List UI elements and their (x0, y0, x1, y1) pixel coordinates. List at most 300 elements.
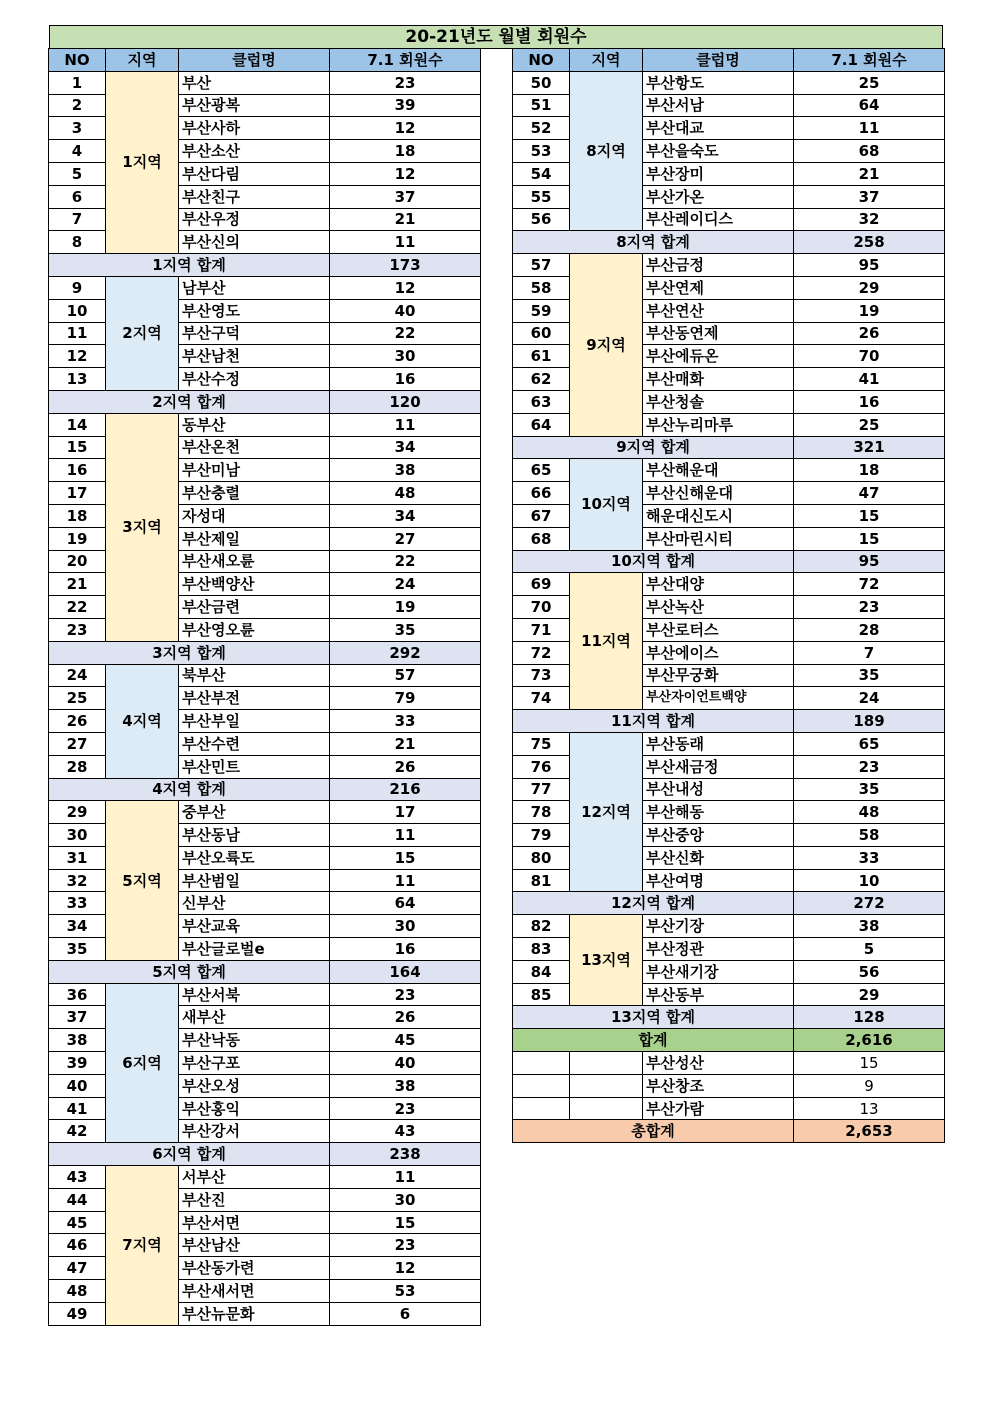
subtotal-row (513, 710, 945, 733)
member-count: 32 (794, 208, 945, 231)
region-name: 7지역 (106, 1166, 179, 1326)
row-number: 55 (513, 185, 570, 208)
subtotal-value: 272 (794, 892, 945, 915)
row-number-empty (513, 1097, 570, 1120)
member-count: 30 (330, 1188, 481, 1211)
extra-club-row (513, 1097, 945, 1120)
member-count: 15 (794, 527, 945, 550)
subtotal-value: 292 (330, 641, 481, 664)
club-name: 부산서남 (643, 94, 794, 117)
club-name: 부산중앙 (643, 824, 794, 847)
extra-club-row (513, 1052, 945, 1075)
club-name: 부산마린시티 (643, 527, 794, 550)
row-number: 47 (49, 1257, 106, 1280)
header-region: 지역 (570, 49, 643, 72)
subtotal-row (513, 1006, 945, 1029)
row-number: 35 (49, 938, 106, 961)
member-count: 22 (330, 550, 481, 573)
club-name: 부산정관 (643, 938, 794, 961)
row-number: 60 (513, 322, 570, 345)
member-count: 16 (794, 390, 945, 413)
subtotal-row (513, 550, 945, 573)
table-row (513, 915, 945, 938)
membership-table-right (512, 48, 945, 1143)
club-name: 부산장미 (643, 162, 794, 185)
row-number: 51 (513, 94, 570, 117)
row-number: 37 (49, 1006, 106, 1029)
member-count: 53 (330, 1280, 481, 1303)
club-name: 부산누리마루 (643, 413, 794, 436)
row-number: 40 (49, 1074, 106, 1097)
region-name: 5지역 (106, 801, 179, 961)
member-count: 15 (330, 846, 481, 869)
row-number: 78 (513, 801, 570, 824)
club-name: 부산남천 (179, 345, 330, 368)
club-name: 부산동부 (643, 983, 794, 1006)
club-name: 부산을숙도 (643, 140, 794, 163)
table-row (513, 732, 945, 755)
club-name: 부산오륙도 (179, 846, 330, 869)
club-name: 부산해동 (643, 801, 794, 824)
region-empty (570, 1052, 643, 1075)
club-name: 부산광복 (179, 94, 330, 117)
row-number: 84 (513, 960, 570, 983)
row-number: 26 (49, 710, 106, 733)
member-count: 23 (330, 71, 481, 94)
page-title: 20-21년도 월별 회원수 (49, 25, 943, 49)
member-count: 11 (330, 1166, 481, 1189)
club-name: 신부산 (179, 892, 330, 915)
member-count: 17 (330, 801, 481, 824)
grand-total-label: 합계 (513, 1029, 794, 1052)
header-club: 클럽명 (179, 49, 330, 72)
member-count: 37 (794, 185, 945, 208)
row-number-empty (513, 1074, 570, 1097)
row-number: 45 (49, 1211, 106, 1234)
row-number: 23 (49, 618, 106, 641)
member-count: 40 (330, 1052, 481, 1075)
row-number: 28 (49, 755, 106, 778)
club-name: 부산구포 (179, 1052, 330, 1075)
subtotal-value: 238 (330, 1143, 481, 1166)
row-number: 61 (513, 345, 570, 368)
member-count: 38 (330, 1074, 481, 1097)
table-row (513, 573, 945, 596)
member-count: 41 (794, 368, 945, 391)
row-number: 43 (49, 1166, 106, 1189)
member-count: 43 (330, 1120, 481, 1143)
member-count: 15 (330, 1211, 481, 1234)
member-count: 21 (794, 162, 945, 185)
subtotal-label: 5지역 합계 (49, 960, 330, 983)
region-name: 1지역 (106, 71, 179, 253)
header-club: 클럽명 (643, 49, 794, 72)
club-name: 부산민트 (179, 755, 330, 778)
row-number: 76 (513, 755, 570, 778)
subtotal-label: 4지역 합계 (49, 778, 330, 801)
row-number: 19 (49, 527, 106, 550)
row-number: 71 (513, 618, 570, 641)
table-row (49, 276, 481, 299)
member-count: 24 (330, 573, 481, 596)
member-count: 30 (330, 345, 481, 368)
subtotal-value: 189 (794, 710, 945, 733)
club-name: 부산남산 (179, 1234, 330, 1257)
row-number: 85 (513, 983, 570, 1006)
row-number: 82 (513, 915, 570, 938)
member-count: 9 (794, 1074, 945, 1097)
row-number: 24 (49, 664, 106, 687)
member-count: 18 (330, 140, 481, 163)
row-number: 48 (49, 1280, 106, 1303)
club-name: 부산대교 (643, 117, 794, 140)
row-number: 46 (49, 1234, 106, 1257)
subtotal-label: 13지역 합계 (513, 1006, 794, 1029)
club-name: 부산범일 (179, 869, 330, 892)
row-number: 83 (513, 938, 570, 961)
club-name: 부산금련 (179, 596, 330, 619)
club-name: 부산창조 (643, 1074, 794, 1097)
club-name: 부산서면 (179, 1211, 330, 1234)
club-name: 부산제일 (179, 527, 330, 550)
member-count: 11 (330, 413, 481, 436)
club-name: 부산가람 (643, 1097, 794, 1120)
row-number: 68 (513, 527, 570, 550)
row-number: 65 (513, 459, 570, 482)
table-row (49, 801, 481, 824)
row-number: 42 (49, 1120, 106, 1143)
region-name: 11지역 (570, 573, 643, 710)
club-name: 부산온천 (179, 436, 330, 459)
member-count: 95 (794, 254, 945, 277)
header-no: NO (49, 49, 106, 72)
row-number: 79 (513, 824, 570, 847)
club-name: 부산새오륜 (179, 550, 330, 573)
club-name: 부산녹산 (643, 596, 794, 619)
club-name: 부산로터스 (643, 618, 794, 641)
row-number: 22 (49, 596, 106, 619)
overall-total-label: 총합계 (513, 1120, 794, 1143)
table-row (49, 71, 481, 94)
header-row (513, 49, 945, 72)
club-name: 부산금정 (643, 254, 794, 277)
region-name: 10지역 (570, 459, 643, 550)
club-name: 부산부전 (179, 687, 330, 710)
club-name: 동부산 (179, 413, 330, 436)
member-count: 64 (794, 94, 945, 117)
region-name: 8지역 (570, 71, 643, 231)
table-row (513, 254, 945, 277)
member-count: 28 (794, 618, 945, 641)
club-name: 부산 (179, 71, 330, 94)
club-name: 부산성산 (643, 1052, 794, 1075)
club-name: 부산강서 (179, 1120, 330, 1143)
row-number: 13 (49, 368, 106, 391)
table-row (49, 983, 481, 1006)
subtotal-value: 128 (794, 1006, 945, 1029)
row-number: 20 (49, 550, 106, 573)
member-count: 10 (794, 869, 945, 892)
subtotal-label: 12지역 합계 (513, 892, 794, 915)
region-name: 3지역 (106, 413, 179, 641)
club-name: 부산홍익 (179, 1097, 330, 1120)
subtotal-label: 3지역 합계 (49, 641, 330, 664)
header-row (49, 49, 481, 72)
member-count: 6 (330, 1302, 481, 1325)
member-count: 72 (794, 573, 945, 596)
club-name: 부산내성 (643, 778, 794, 801)
club-name: 부산여명 (643, 869, 794, 892)
member-count: 34 (330, 504, 481, 527)
subtotal-row (49, 1143, 481, 1166)
region-name: 6지역 (106, 983, 179, 1143)
row-number: 15 (49, 436, 106, 459)
header-count: 7.1 회원수 (330, 49, 481, 72)
member-count: 13 (794, 1097, 945, 1120)
row-number: 11 (49, 322, 106, 345)
member-count: 25 (794, 413, 945, 436)
region-name: 13지역 (570, 915, 643, 1006)
row-number: 6 (49, 185, 106, 208)
club-name: 부산청솔 (643, 390, 794, 413)
member-count: 23 (330, 1097, 481, 1120)
row-number: 66 (513, 482, 570, 505)
region-empty (570, 1074, 643, 1097)
member-count: 27 (330, 527, 481, 550)
member-count: 70 (794, 345, 945, 368)
member-count: 26 (794, 322, 945, 345)
club-name: 부산교육 (179, 915, 330, 938)
row-number: 2 (49, 94, 106, 117)
row-number: 32 (49, 869, 106, 892)
club-name: 부산새기장 (643, 960, 794, 983)
club-name: 부산항도 (643, 71, 794, 94)
extra-club-row (513, 1074, 945, 1097)
row-number: 54 (513, 162, 570, 185)
subtotal-row (49, 778, 481, 801)
row-number: 12 (49, 345, 106, 368)
row-number: 59 (513, 299, 570, 322)
member-count: 12 (330, 276, 481, 299)
club-name: 자성대 (179, 504, 330, 527)
member-count: 35 (794, 664, 945, 687)
member-count: 33 (330, 710, 481, 733)
member-count: 65 (794, 732, 945, 755)
row-number: 9 (49, 276, 106, 299)
club-name: 부산동연제 (643, 322, 794, 345)
row-number: 75 (513, 732, 570, 755)
member-count: 47 (794, 482, 945, 505)
club-name: 부산영오륜 (179, 618, 330, 641)
row-number: 39 (49, 1052, 106, 1075)
member-count: 37 (330, 185, 481, 208)
club-name: 부산에듀온 (643, 345, 794, 368)
member-count: 5 (794, 938, 945, 961)
club-name: 부산소산 (179, 140, 330, 163)
club-name: 부산낙동 (179, 1029, 330, 1052)
subtotal-row (513, 436, 945, 459)
region-name: 12지역 (570, 732, 643, 892)
row-number: 27 (49, 732, 106, 755)
grand-total-row (513, 1029, 945, 1052)
club-name: 부산친구 (179, 185, 330, 208)
club-name: 부산무궁화 (643, 664, 794, 687)
subtotal-value: 164 (330, 960, 481, 983)
row-number: 69 (513, 573, 570, 596)
row-number: 4 (49, 140, 106, 163)
grand-total-value: 2,616 (794, 1029, 945, 1052)
club-name: 부산대양 (643, 573, 794, 596)
member-count: 34 (330, 436, 481, 459)
row-number: 10 (49, 299, 106, 322)
row-number: 70 (513, 596, 570, 619)
member-count: 23 (794, 596, 945, 619)
member-count: 16 (330, 368, 481, 391)
row-number: 18 (49, 504, 106, 527)
member-count: 19 (794, 299, 945, 322)
club-name: 부산새서면 (179, 1280, 330, 1303)
member-count: 58 (794, 824, 945, 847)
club-name: 부산신의 (179, 231, 330, 254)
member-count: 48 (330, 482, 481, 505)
row-number: 53 (513, 140, 570, 163)
club-name: 부산동남 (179, 824, 330, 847)
row-number: 29 (49, 801, 106, 824)
subtotal-value: 120 (330, 390, 481, 413)
row-number: 58 (513, 276, 570, 299)
club-name: 서부산 (179, 1166, 330, 1189)
row-number: 14 (49, 413, 106, 436)
member-count: 30 (330, 915, 481, 938)
region-name: 9지역 (570, 254, 643, 436)
member-count: 79 (330, 687, 481, 710)
subtotal-value: 258 (794, 231, 945, 254)
member-count: 68 (794, 140, 945, 163)
region-empty (570, 1097, 643, 1120)
subtotal-row (513, 231, 945, 254)
member-count: 23 (794, 755, 945, 778)
row-number: 74 (513, 687, 570, 710)
club-name: 부산동가련 (179, 1257, 330, 1280)
table-row (513, 459, 945, 482)
member-count: 35 (794, 778, 945, 801)
subtotal-row (49, 390, 481, 413)
member-count: 40 (330, 299, 481, 322)
club-name: 부산신화 (643, 846, 794, 869)
subtotal-value: 216 (330, 778, 481, 801)
member-count: 12 (330, 117, 481, 140)
subtotal-row (49, 641, 481, 664)
row-number: 80 (513, 846, 570, 869)
header-region: 지역 (106, 49, 179, 72)
row-number: 30 (49, 824, 106, 847)
row-number: 16 (49, 459, 106, 482)
club-name: 부산기장 (643, 915, 794, 938)
club-name: 부산글로벌e (179, 938, 330, 961)
member-count: 16 (330, 938, 481, 961)
row-number: 1 (49, 71, 106, 94)
member-count: 11 (330, 824, 481, 847)
club-name: 부산레이디스 (643, 208, 794, 231)
member-count: 7 (794, 641, 945, 664)
subtotal-label: 11지역 합계 (513, 710, 794, 733)
member-count: 22 (330, 322, 481, 345)
region-name: 2지역 (106, 276, 179, 390)
club-name: 부산해운대 (643, 459, 794, 482)
table-row (49, 664, 481, 687)
row-number: 56 (513, 208, 570, 231)
member-count: 29 (794, 983, 945, 1006)
member-count: 57 (330, 664, 481, 687)
club-name: 부산매화 (643, 368, 794, 391)
member-count: 23 (330, 983, 481, 1006)
row-number: 52 (513, 117, 570, 140)
table-row (49, 1166, 481, 1189)
member-count: 26 (330, 755, 481, 778)
row-number: 25 (49, 687, 106, 710)
member-count: 15 (794, 504, 945, 527)
member-count: 11 (330, 869, 481, 892)
subtotal-value: 321 (794, 436, 945, 459)
subtotal-row (513, 892, 945, 915)
header-no: NO (513, 49, 570, 72)
member-count: 35 (330, 618, 481, 641)
club-name: 부산에이스 (643, 641, 794, 664)
row-number: 33 (49, 892, 106, 915)
member-count: 21 (330, 732, 481, 755)
club-name: 부산동래 (643, 732, 794, 755)
subtotal-label: 10지역 합계 (513, 550, 794, 573)
row-number-empty (513, 1052, 570, 1075)
row-number: 63 (513, 390, 570, 413)
member-count: 33 (794, 846, 945, 869)
member-count: 56 (794, 960, 945, 983)
member-count: 12 (330, 162, 481, 185)
club-name: 부산오성 (179, 1074, 330, 1097)
row-number: 49 (49, 1302, 106, 1325)
club-name: 부산미남 (179, 459, 330, 482)
row-number: 8 (49, 231, 106, 254)
club-name: 부산다림 (179, 162, 330, 185)
club-name: 부산구덕 (179, 322, 330, 345)
row-number: 72 (513, 641, 570, 664)
member-count: 48 (794, 801, 945, 824)
member-count: 24 (794, 687, 945, 710)
row-number: 3 (49, 117, 106, 140)
club-name: 부산충렬 (179, 482, 330, 505)
row-number: 64 (513, 413, 570, 436)
subtotal-label: 8지역 합계 (513, 231, 794, 254)
member-count: 19 (330, 596, 481, 619)
subtotal-value: 95 (794, 550, 945, 573)
subtotal-label: 6지역 합계 (49, 1143, 330, 1166)
club-name: 남부산 (179, 276, 330, 299)
member-count: 11 (330, 231, 481, 254)
subtotal-label: 1지역 합계 (49, 254, 330, 277)
club-name: 부산수련 (179, 732, 330, 755)
subtotal-label: 2지역 합계 (49, 390, 330, 413)
region-name: 4지역 (106, 664, 179, 778)
club-name: 부산신해운대 (643, 482, 794, 505)
club-name: 부산영도 (179, 299, 330, 322)
row-number: 21 (49, 573, 106, 596)
subtotal-label: 9지역 합계 (513, 436, 794, 459)
club-name: 부산서북 (179, 983, 330, 1006)
row-number: 31 (49, 846, 106, 869)
row-number: 67 (513, 504, 570, 527)
member-count: 38 (794, 915, 945, 938)
member-count: 64 (330, 892, 481, 915)
